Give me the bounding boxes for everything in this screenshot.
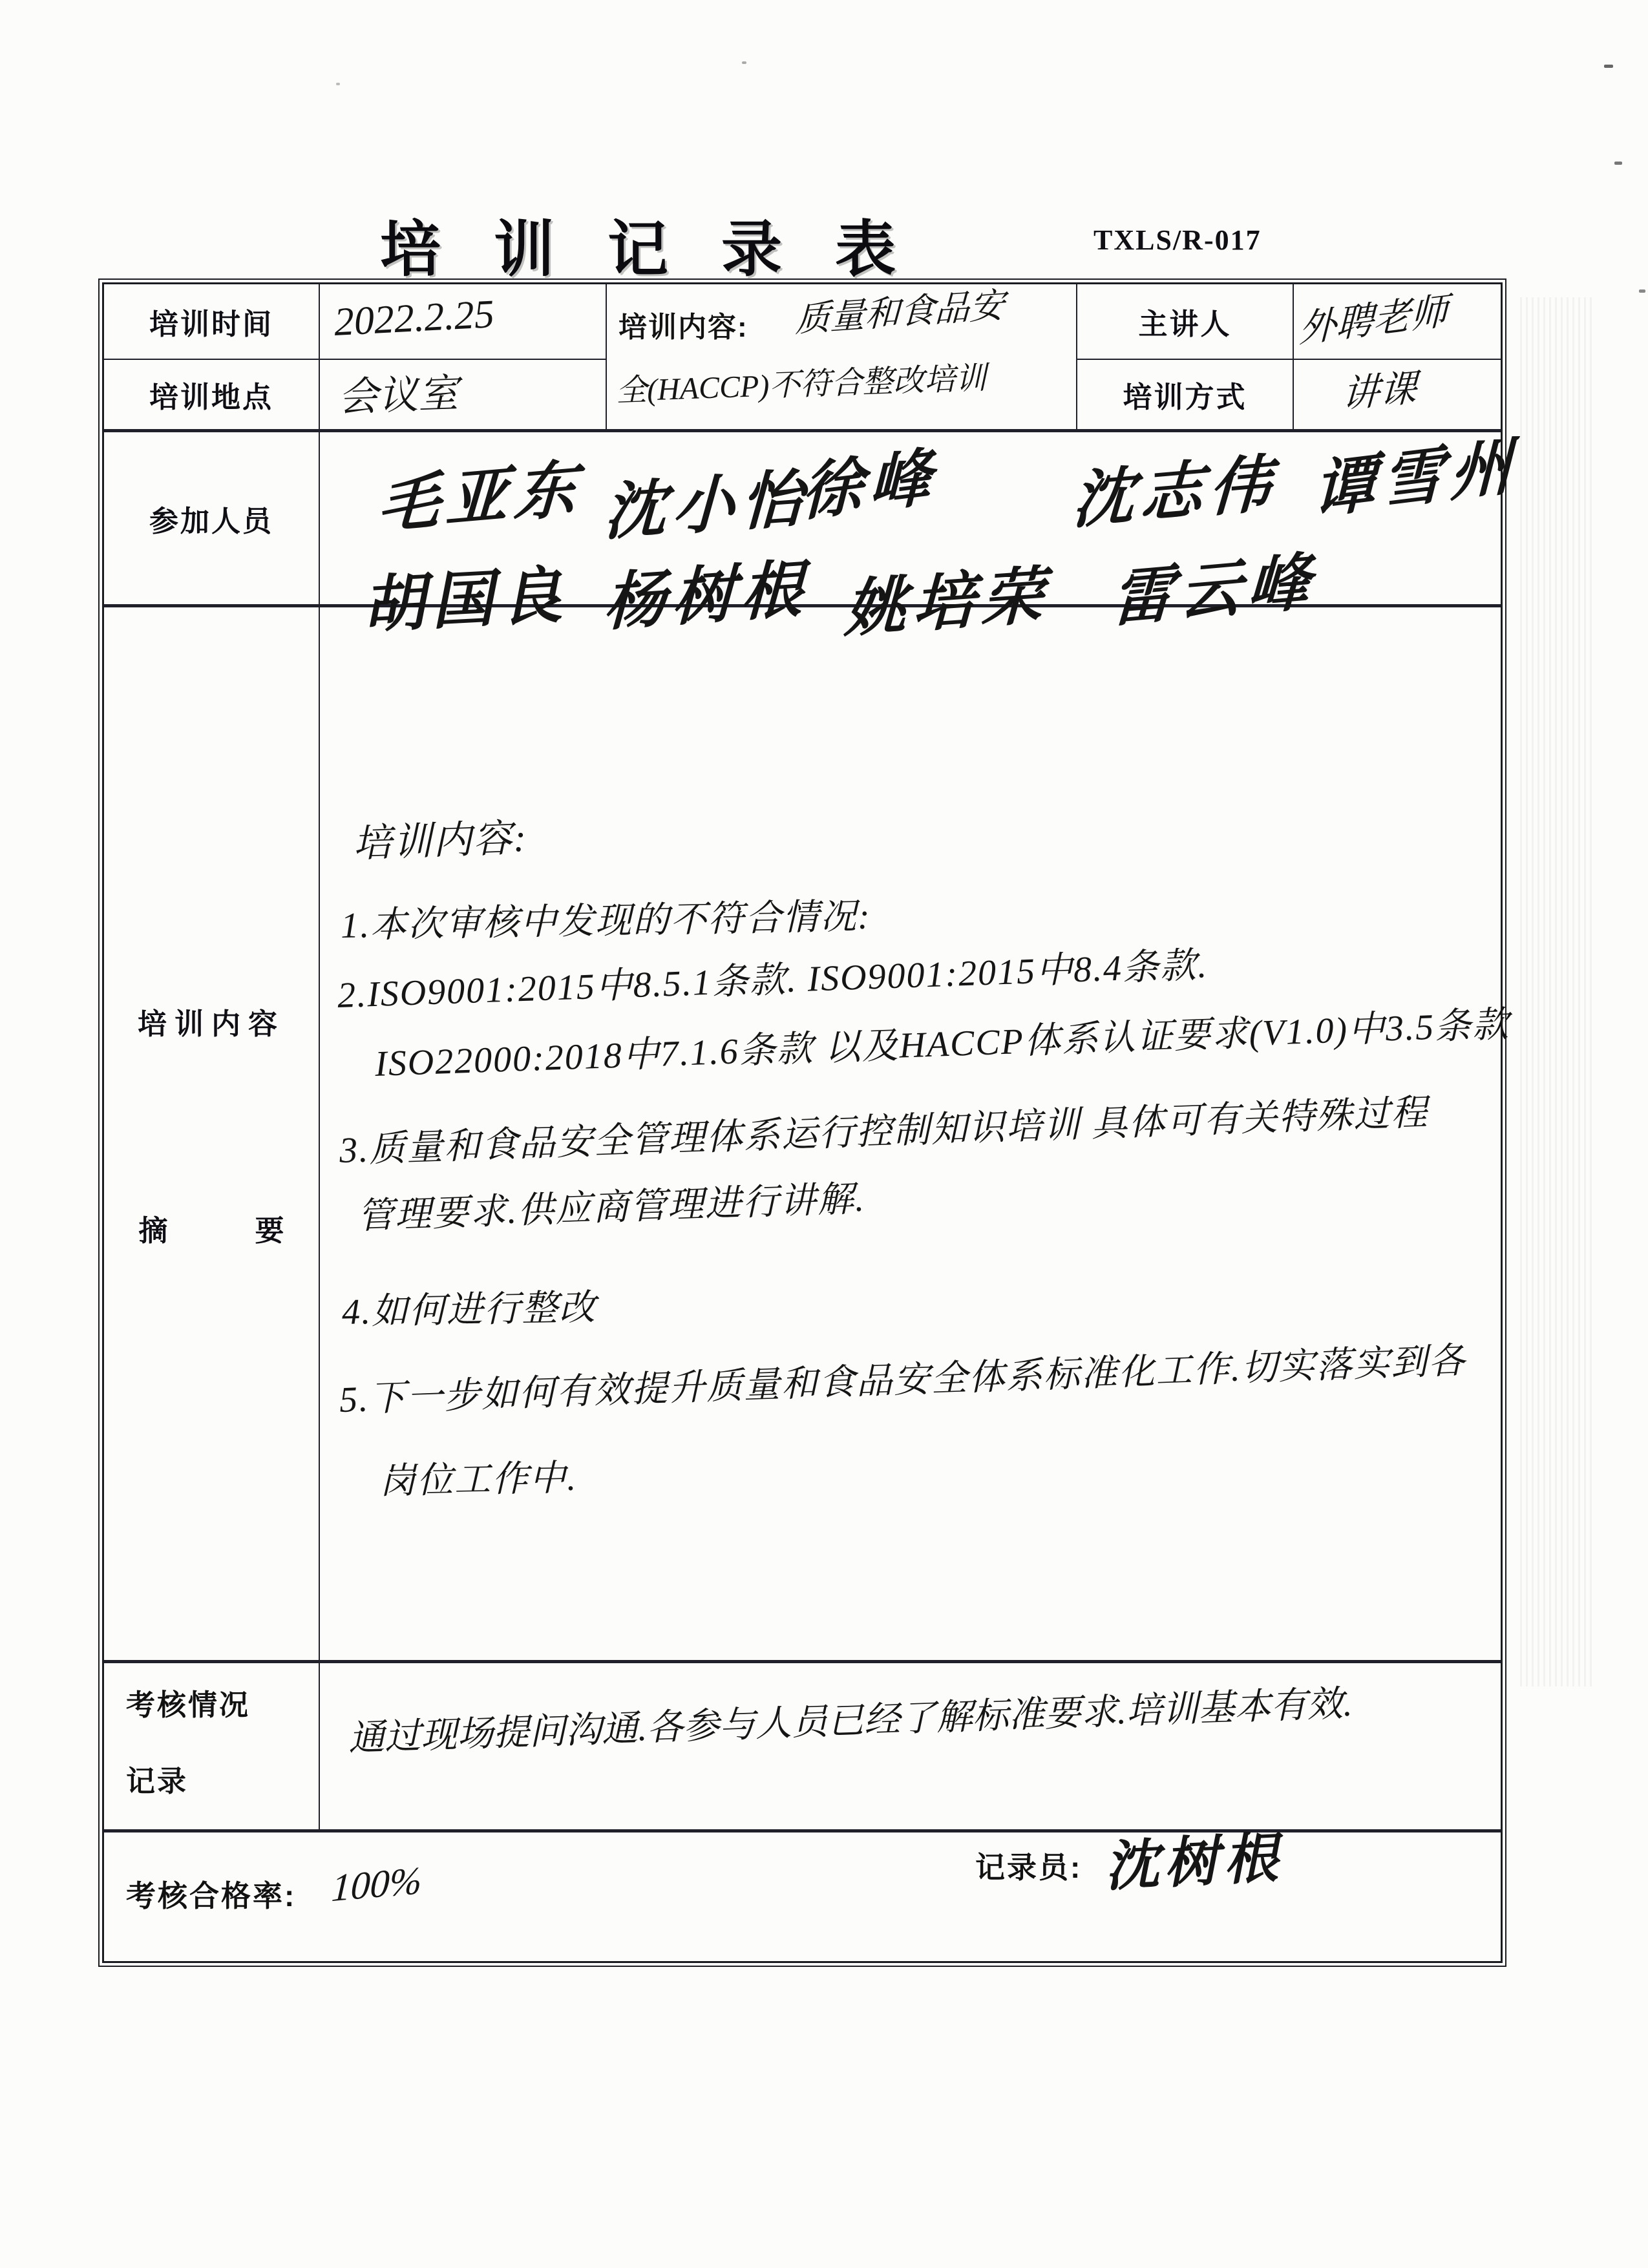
assessment-label-cell (104, 1663, 320, 1832)
assessment-content-cell (320, 1663, 1501, 1832)
summary-line: 岗位工作中. (379, 1458, 578, 1502)
summary-line: 培训内容: (352, 816, 529, 865)
training-time-cell (320, 284, 607, 360)
pass-rate-value: 100% (330, 1858, 423, 1910)
training-content-value-line2: 全(HACCP)不符合整改培训 (615, 361, 988, 408)
summary-content-cell (320, 607, 1510, 1663)
summary-label-line2: 摘 要 (138, 1214, 284, 1247)
training-location-cell (320, 360, 607, 432)
assessment-label-line1: 考核情况 (126, 1688, 251, 1721)
scan-speck (1614, 162, 1622, 165)
recorder-label: 记录员: (975, 1851, 1083, 1884)
form-code: TXLS/R-017 (1093, 224, 1262, 256)
lecturer-cell (1294, 284, 1501, 360)
summary-label-line1: 培训内容 (137, 1007, 285, 1040)
participants-cell (320, 430, 1519, 645)
participants-label: 参加人员 (104, 432, 320, 607)
recorder-signature: 沈树根 (1103, 1828, 1285, 1898)
training-method-value: 讲课 (1340, 366, 1419, 416)
summary-line: 4.如何进行整改 (341, 1288, 597, 1332)
lecturer-value: 外聘老师 (1298, 289, 1448, 351)
page-title: 培训记录表 (380, 215, 949, 283)
scan-speck (1639, 289, 1645, 293)
scan-noise-band (1520, 297, 1592, 1686)
participant-signature: 毛亚东 (375, 453, 585, 541)
training-time-value: 2022.2.25 (333, 292, 496, 344)
training-content-label: 培训内容: (618, 311, 748, 343)
scan-speck (336, 83, 340, 85)
lecturer-label: 主讲人 (1077, 284, 1294, 360)
participant-signature: 谭雪州 (1313, 430, 1519, 526)
participant-signature: 胡国良 (361, 560, 570, 640)
training-record-table (102, 282, 1519, 1963)
participant-signature: 杨树根 (602, 554, 810, 638)
summary-line: 5.下一步如何有效提升质量和食品安全体系标准化工作.切实落实到各 (339, 1341, 1467, 1420)
summary-line: ISO22000:2018中7.1.6条款 以及HACCP体系认证要求(V1.0)中3.5条款 (374, 1004, 1510, 1084)
assessment-value: 通过现场提问沟通.各参与人员已经了解标准要求.培训基本有效. (348, 1683, 1353, 1759)
participant-signature: 雷云峰 (1109, 546, 1318, 635)
scan-speck (1604, 65, 1613, 68)
pass-rate-label: 考核合格率: (126, 1879, 297, 1913)
footer-cell (104, 1828, 1501, 1961)
participant-signature: 沈小怡 (602, 463, 810, 548)
scan-speck (742, 61, 746, 64)
participant-signature: 沈志伟 (1070, 448, 1280, 536)
training-time-label: 培训时间 (104, 284, 320, 360)
summary-label-cell (104, 607, 320, 1663)
training-content-value-line1: 质量和食品安 (794, 286, 1006, 340)
summary-line: 2.ISO9001:2015中8.5.1条款. ISO9001:2015中8.4条款. (337, 945, 1209, 1016)
participant-signature: 徐峰 (800, 441, 938, 529)
training-location-value: 会议室 (337, 372, 460, 420)
summary-line: 1.本次审核中发现的不符合情况: (340, 896, 872, 946)
participant-signature: 姚培荣 (843, 560, 1051, 645)
training-method-label: 培训方式 (1077, 360, 1294, 432)
summary-line: 管理要求.供应商管理进行讲解. (357, 1179, 866, 1237)
training-location-label: 培训地点 (104, 360, 320, 432)
summary-line: 3.质量和食品安全管理体系运行控制知识培训 具体可有关特殊过程 (339, 1093, 1430, 1171)
training-content-cell (607, 284, 1077, 432)
assessment-label-line2: 记录 (126, 1765, 189, 1798)
